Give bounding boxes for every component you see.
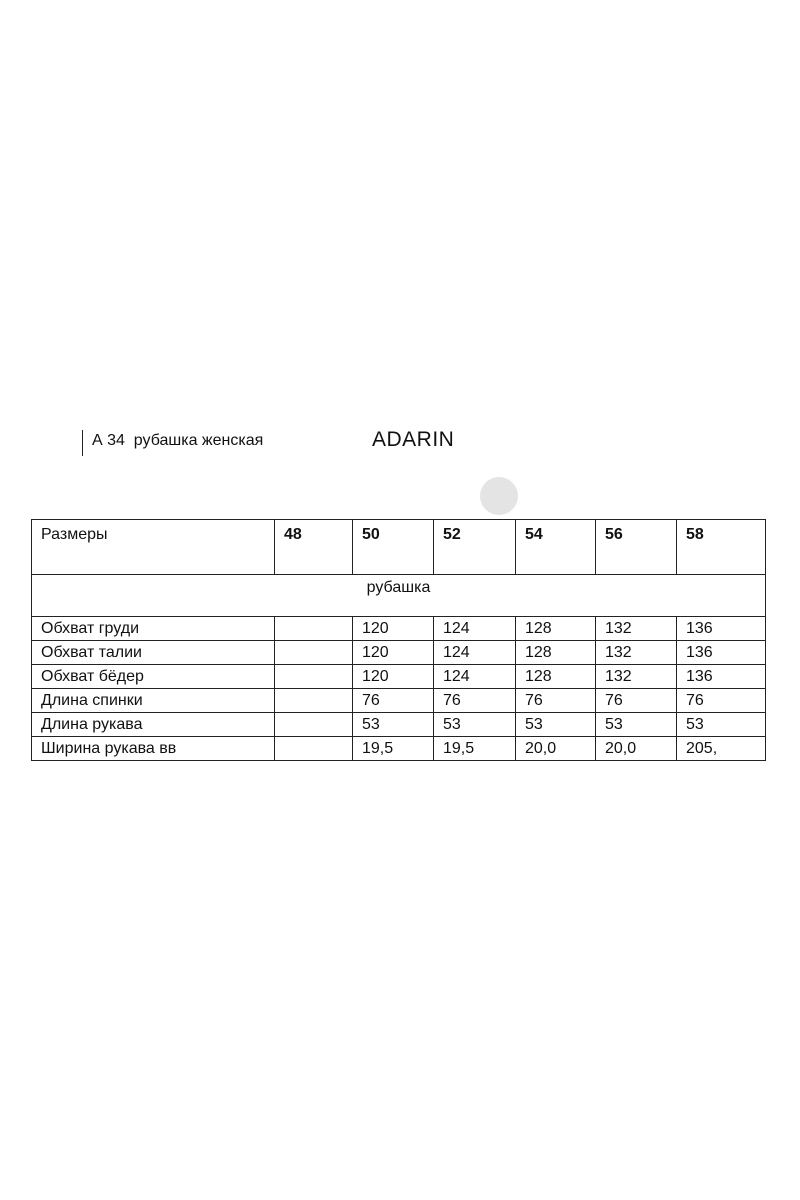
- section-label: рубашка: [32, 575, 766, 617]
- cell-value: 76: [353, 689, 434, 713]
- cell-value: 20,0: [516, 737, 596, 761]
- cell-value: 124: [434, 665, 516, 689]
- cell-value: 76: [516, 689, 596, 713]
- cell-value: 53: [353, 713, 434, 737]
- size-chart-table: [31, 519, 766, 761]
- cell-value: 124: [434, 617, 516, 641]
- size-56: 56: [596, 520, 677, 575]
- table-row-back-length: [32, 689, 766, 713]
- cell-value: 132: [596, 641, 677, 665]
- row-label: Обхват бёдер: [32, 665, 275, 689]
- cell-value: 124: [434, 641, 516, 665]
- row-label: Ширина рукава вв: [32, 737, 275, 761]
- cell-value: [275, 665, 353, 689]
- row-label: Длина спинки: [32, 689, 275, 713]
- header-divider: [82, 430, 83, 456]
- cell-value: 53: [677, 713, 766, 737]
- product-title: А 34 рубашка женская: [92, 432, 264, 449]
- cell-value: [275, 689, 353, 713]
- cell-value: 20,0: [596, 737, 677, 761]
- cell-value: 128: [516, 641, 596, 665]
- size-50: 50: [353, 520, 434, 575]
- cell-value: [275, 617, 353, 641]
- cell-value: 205,: [677, 737, 766, 761]
- cell-value: 128: [516, 665, 596, 689]
- table-row-hips: [32, 665, 766, 689]
- cell-value: 132: [596, 665, 677, 689]
- row-label: Длина рукава: [32, 713, 275, 737]
- sizes-label: Размеры: [32, 520, 275, 575]
- cell-value: 120: [353, 617, 434, 641]
- cell-value: 136: [677, 665, 766, 689]
- cell-value: 53: [516, 713, 596, 737]
- section-row: [32, 575, 766, 617]
- row-label: Обхват талии: [32, 641, 275, 665]
- gray-dot-mark: [480, 477, 518, 515]
- cell-value: 128: [516, 617, 596, 641]
- cell-value: 76: [434, 689, 516, 713]
- cell-value: 120: [353, 641, 434, 665]
- cell-value: 136: [677, 617, 766, 641]
- table-row-chest: [32, 617, 766, 641]
- table-row-sleeve-length: [32, 713, 766, 737]
- table-row-waist: [32, 641, 766, 665]
- row-label: Обхват груди: [32, 617, 275, 641]
- cell-value: 53: [596, 713, 677, 737]
- cell-value: 132: [596, 617, 677, 641]
- cell-value: [275, 713, 353, 737]
- cell-value: 19,5: [434, 737, 516, 761]
- cell-value: 53: [434, 713, 516, 737]
- cell-value: [275, 641, 353, 665]
- brand-name: ADARIN: [372, 428, 455, 451]
- size-48: 48: [275, 520, 353, 575]
- size-52: 52: [434, 520, 516, 575]
- cell-value: 120: [353, 665, 434, 689]
- size-58: 58: [677, 520, 766, 575]
- table-row-sleeve-width: [32, 737, 766, 761]
- cell-value: 76: [677, 689, 766, 713]
- size-54: 54: [516, 520, 596, 575]
- cell-value: 136: [677, 641, 766, 665]
- size-header-row: [32, 520, 766, 575]
- cell-value: 19,5: [353, 737, 434, 761]
- cell-value: [275, 737, 353, 761]
- cell-value: 76: [596, 689, 677, 713]
